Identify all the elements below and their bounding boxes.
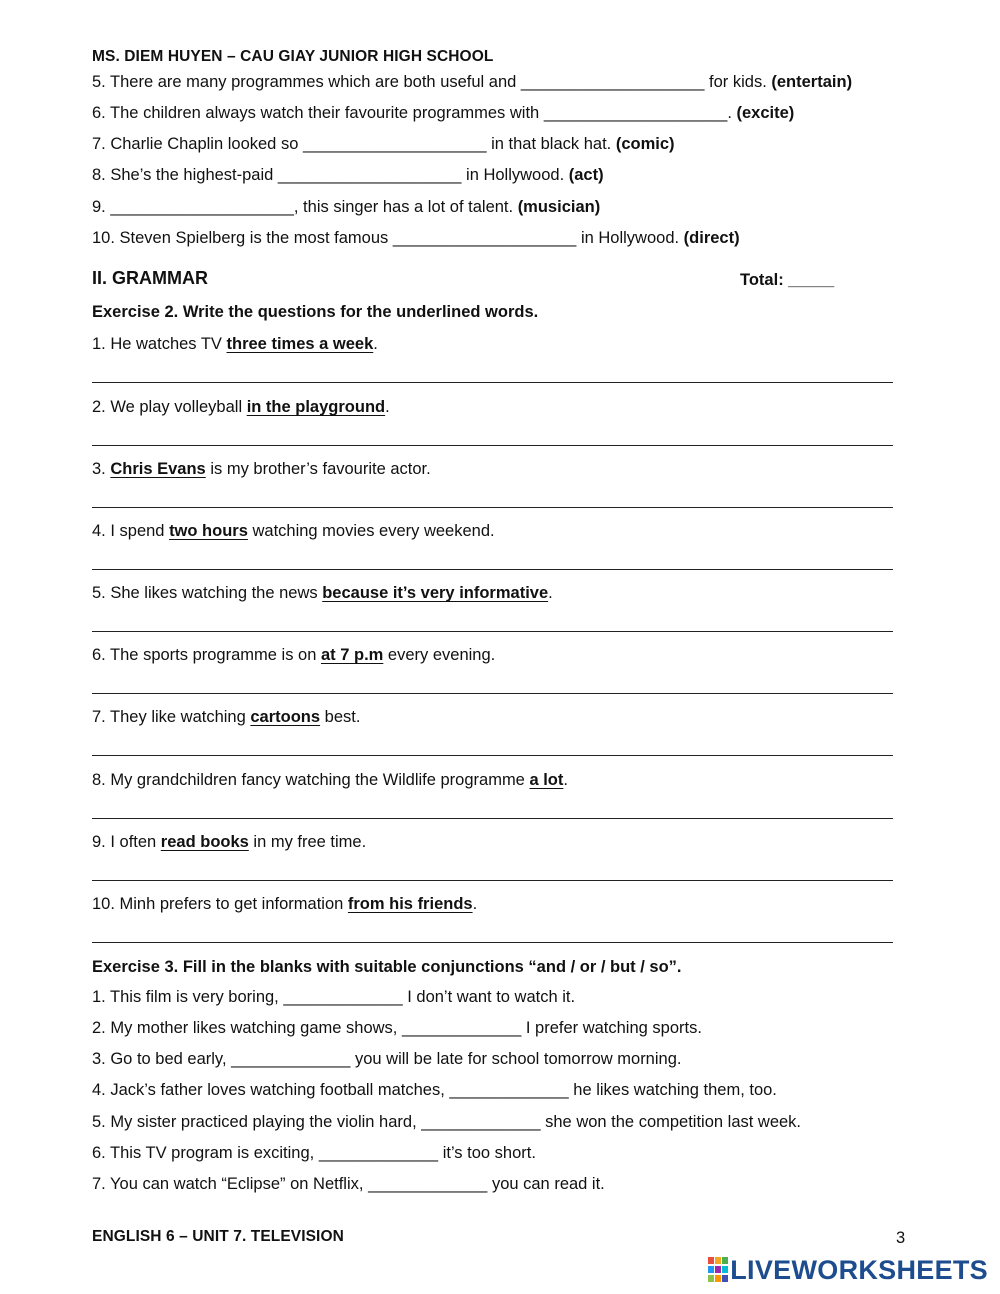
underlined-phrase: two hours [169,522,248,540]
word-hint: (musician) [517,198,601,216]
underlined-phrase: cartoons [250,708,321,726]
answer-line[interactable] [92,445,893,446]
answer-blank[interactable]: _____________ [318,1144,439,1162]
underlined-phrase: in the playground [246,398,386,416]
question-item: 6. The sports programme is on at 7 p.m every evening. [92,646,496,664]
answer-blank[interactable]: _____________ [283,988,403,1006]
answer-blank[interactable]: ____________________ [543,104,728,122]
question-item: 4. I spend two hours watching movies every weekend. [92,522,495,540]
answer-line[interactable] [92,818,893,819]
conjunction-item: 6. This TV program is exciting, _____________ it’s too short. [92,1144,536,1162]
answer-blank[interactable]: ____________________ [302,135,487,153]
page-number: 3 [896,1229,906,1247]
answer-blank[interactable]: _____________ [401,1019,522,1037]
question-item: 7. They like watching cartoons best. [92,708,361,726]
conjunction-item: 2. My mother likes watching game shows, _____________ I prefer watching sports. [92,1019,702,1037]
answer-line[interactable] [92,880,893,881]
footer-unit: ENGLISH 6 – UNIT 7. TELEVISION [92,1228,344,1245]
conjunction-item: 3. Go to bed early, _____________ you will be late for school tomorrow morning. [92,1050,682,1068]
word-hint: (entertain) [771,73,853,91]
word-hint: (direct) [683,229,740,247]
conjunction-item: 5. My sister practiced playing the violin hard, _____________ she won the competition last week. [92,1113,802,1131]
liveworksheets-logo [708,1256,988,1284]
answer-blank[interactable]: _____________ [449,1081,569,1099]
liveworksheets-wordmark: LIVEWORKSHEETS [730,1255,988,1285]
answer-line[interactable] [92,755,893,756]
word-form-item: 6. The children always watch their favourite programmes with ____________________. (excite) [92,104,795,122]
exercise-3-title: Exercise 3. Fill in the blanks with suitable conjunctions “and / or / but / so”. [92,958,682,976]
answer-line[interactable] [92,631,893,632]
answer-blank[interactable]: ____________________ [110,198,294,216]
question-item: 9. I often read books in my free time. [92,833,367,851]
conjunction-item: 1. This film is very boring, _____________ I don’t want to watch it. [92,988,576,1006]
answer-line[interactable] [92,569,893,570]
section-title: II. GRAMMAR [92,268,208,288]
exercise-2-title: Exercise 2. Write the questions for the underlined words. [92,303,539,321]
word-form-item: 9. ____________________, this singer has a lot of talent. (musician) [92,198,601,216]
conjunction-item: 7. You can watch “Eclipse” on Netflix, _____________ you can read it. [92,1175,605,1193]
underlined-phrase: a lot [529,771,564,789]
answer-line[interactable] [92,693,893,694]
underlined-phrase: because it’s very informative [322,584,549,602]
word-form-item: 8. She’s the highest-paid ____________________ in Hollywood. (act) [92,166,604,184]
total-score: Total: _____ [740,271,835,289]
question-item: 10. Minh prefers to get information from his friends. [92,895,478,913]
answer-blank[interactable]: ____________________ [520,73,705,91]
question-item: 5. She likes watching the news because it’s very informative. [92,584,553,602]
underlined-phrase: at 7 p.m [320,646,384,664]
question-item: 1. He watches TV three times a week. [92,335,378,353]
liveworksheets-cubes-icon [708,1257,730,1283]
underlined-phrase: read books [160,833,249,851]
word-form-item: 7. Charlie Chaplin looked so ____________________ in that black hat. (comic) [92,135,675,153]
underlined-phrase: three times a week [226,335,374,353]
answer-blank[interactable]: ____________________ [277,166,462,184]
question-item: 2. We play volleyball in the playground. [92,398,390,416]
answer-line[interactable] [92,382,893,383]
underlined-phrase: from his friends [347,895,473,913]
word-form-item: 10. Steven Spielberg is the most famous ____________________ in Hollywood. (direct) [92,229,740,247]
word-hint: (comic) [615,135,675,153]
school-header: MS. DIEM HUYEN – CAU GIAY JUNIOR HIGH SCHOOL [92,48,494,65]
answer-blank[interactable]: _____________ [368,1175,488,1193]
word-hint: (act) [568,166,604,184]
answer-line[interactable] [92,942,893,943]
word-hint: (excite) [736,104,795,122]
word-form-item: 5. There are many programmes which are both useful and ____________________ for kids. (entertain) [92,73,853,91]
underlined-phrase: Chris Evans [110,460,206,478]
answer-blank[interactable]: _____________ [421,1113,541,1131]
conjunction-item: 4. Jack’s father loves watching football matches, _____________ he likes watching them, too. [92,1081,777,1099]
question-item: 3. Chris Evans is my brother’s favourite actor. [92,460,431,478]
question-item: 8. My grandchildren fancy watching the Wildlife programme a lot. [92,771,568,789]
answer-line[interactable] [92,507,893,508]
answer-blank[interactable]: ____________________ [392,229,577,247]
answer-blank[interactable]: _____________ [231,1050,351,1068]
